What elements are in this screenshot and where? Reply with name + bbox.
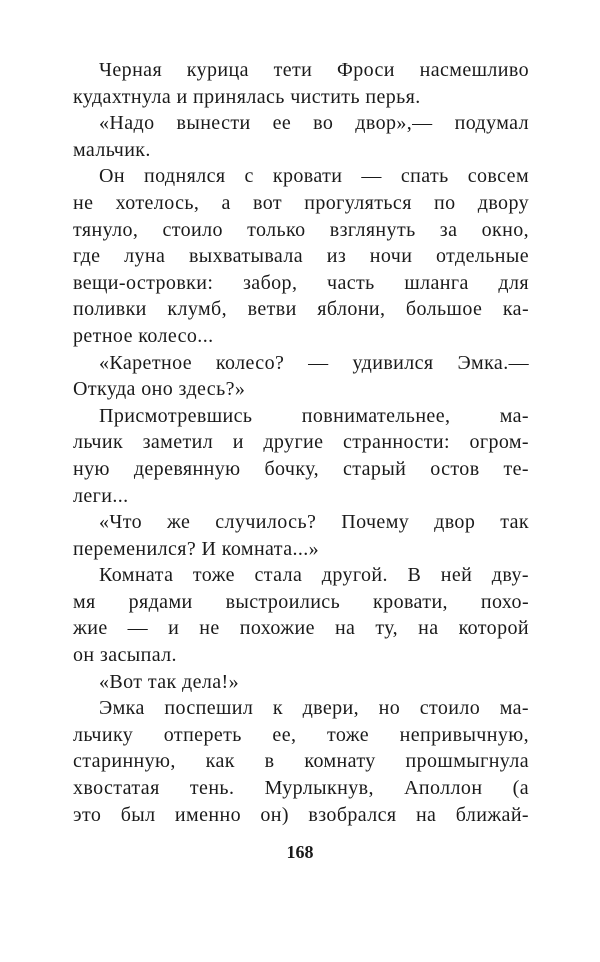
text-line: «Что же случилось? Почему двор так <box>99 511 529 534</box>
text-line: это был именно он) взобрался на ближай- <box>73 803 529 826</box>
text-line: Черная курица тети Фроси насмешливо <box>99 59 529 81</box>
text-line: ретное колесо... <box>73 324 214 347</box>
text-line: мальчик. <box>73 138 151 161</box>
text-line: хвостатая тень. Мурлыкнув, Аполлон (а <box>73 777 529 800</box>
text-line: старинную, как в комнату прошмыгнула <box>73 750 529 773</box>
page-body-text <box>73 57 529 828</box>
text-line: «Вот так дела!» <box>99 670 239 693</box>
text-line: леги... <box>73 484 129 507</box>
text-line: не хотелось, а вот прогуляться по двору <box>73 191 529 214</box>
page-number: 168 <box>286 842 314 862</box>
text-line: ную деревянную бочку, старый остов те- <box>73 457 529 480</box>
text-line: «Надо вынести ее во двор»,— подумал <box>99 112 529 135</box>
text-line: Присмотревшись повнимательнее, ма- <box>99 404 529 427</box>
text-line: кудахтнула и принялась чистить перья. <box>73 85 421 108</box>
text-line: Он поднялся с кровати — спать совсем <box>99 165 529 188</box>
text-line: тянуло, стоило только взглянуть за окно, <box>73 218 529 241</box>
text-line: мя рядами выстроились кровати, похо- <box>73 590 529 613</box>
text-line: льчик заметил и другие странности: огром- <box>73 431 529 454</box>
text-line: переменился? И комната...» <box>73 537 320 560</box>
text-line: он засыпал. <box>73 644 177 667</box>
text-line: Комната тоже стала другой. В ней дву- <box>99 564 529 587</box>
text-line: льчику отпереть ее, тоже непривычную, <box>73 723 529 746</box>
text-line: поливки клумб, ветви яблони, большое ка- <box>73 298 529 321</box>
text-line: жие — и не похожие на ту, на которой <box>73 617 529 640</box>
text-line: вещи-островки: забор, часть шланга для <box>73 271 529 294</box>
text-line: где луна выхватывала из ночи отдельные <box>73 245 529 268</box>
text-line: Эмка поспешил к двери, но стоило ма- <box>99 697 529 720</box>
text-line: «Каретное колесо? — удивился Эмка.— <box>99 351 529 374</box>
text-line: Откуда оно здесь?» <box>73 378 246 401</box>
